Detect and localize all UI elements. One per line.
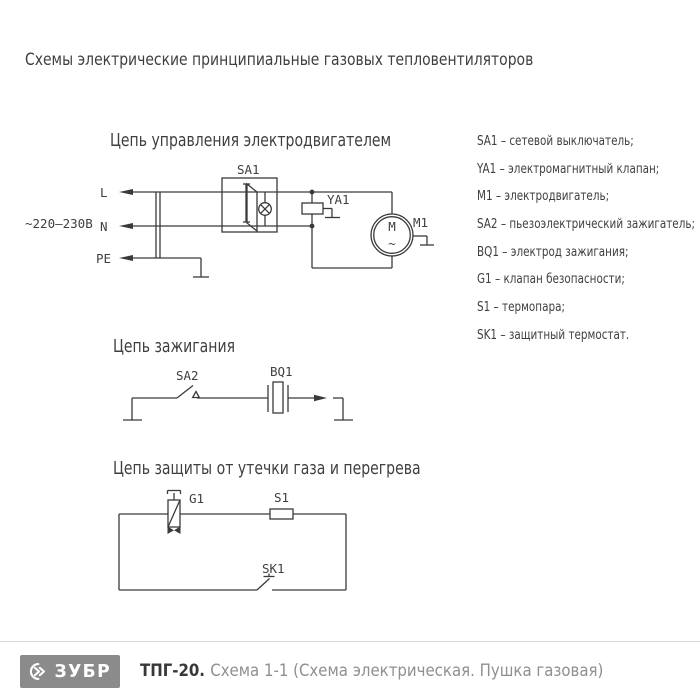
switch-sa2-actuator-arrow <box>193 392 200 398</box>
legend-item: M1 – электродвигатель; <box>477 189 610 205</box>
section-title-ignition: Цепь зажигания <box>113 336 236 357</box>
circuit-motor-control <box>25 162 434 277</box>
valve-g1-diagonal <box>168 500 180 527</box>
label-g1: G1 <box>189 491 205 506</box>
label-pe: PE <box>96 251 112 266</box>
thermostat-sk1-blade <box>257 579 270 591</box>
legend-item: BQ1 – электрод зажигания; <box>477 244 629 260</box>
switch-sa2-blade <box>177 386 193 399</box>
switch-sa1-rocker <box>247 184 257 231</box>
motor-letter: M <box>388 219 396 234</box>
circuit-protection <box>119 490 346 590</box>
section-title-motor-control: Цепь управления электродвигателем <box>110 130 392 151</box>
voltage-label: ~220–230В <box>25 216 93 231</box>
legend-item: YA1 – электромагнитный клапан; <box>477 161 660 177</box>
spark-gap-bq1-body <box>273 382 283 413</box>
label-m1: M1 <box>413 215 429 230</box>
footer-text <box>140 661 603 681</box>
label-s1: S1 <box>274 490 290 505</box>
section-title-protection: Цепь защиты от утечки газа и перегрева <box>113 458 421 479</box>
spark-arrow <box>314 395 327 401</box>
zubr-logo-icon <box>27 661 48 682</box>
relay-ya1-coil <box>302 203 323 214</box>
legend-item: SK1 – защитный термостат. <box>477 327 630 343</box>
legend <box>477 128 695 349</box>
brand-name: ЗУБР <box>54 661 112 682</box>
legend-item: SA1 – сетевой выключатель; <box>477 134 634 149</box>
motor-ac-sign: ~ <box>388 236 396 251</box>
circuit-ignition <box>123 364 353 420</box>
label-l: L <box>100 185 108 200</box>
legend-item: G1 – клапан безопасности; <box>477 272 625 288</box>
footer-model: ТПГ-20. <box>140 661 205 681</box>
page-title: Схемы электрические принципиальные газовых тепловентиляторов <box>25 50 534 70</box>
legend-item: S1 – термопара; <box>477 299 565 315</box>
label-n: N <box>100 219 108 234</box>
label-sk1: SK1 <box>262 561 285 576</box>
label-ya1: YA1 <box>327 192 350 207</box>
thermocouple-s1-body <box>270 509 293 519</box>
label-bq1: BQ1 <box>270 364 293 379</box>
footer-caption: Схема 1-1 (Схема электрическая. Пушка газовая) <box>210 661 604 681</box>
label-sa1: SA1 <box>237 162 260 177</box>
footer-divider <box>0 641 700 642</box>
brand-logo <box>20 655 120 688</box>
legend-item: SA2 – пьезоэлектрический зажигатель; <box>477 216 695 232</box>
label-sa2: SA2 <box>176 368 199 383</box>
